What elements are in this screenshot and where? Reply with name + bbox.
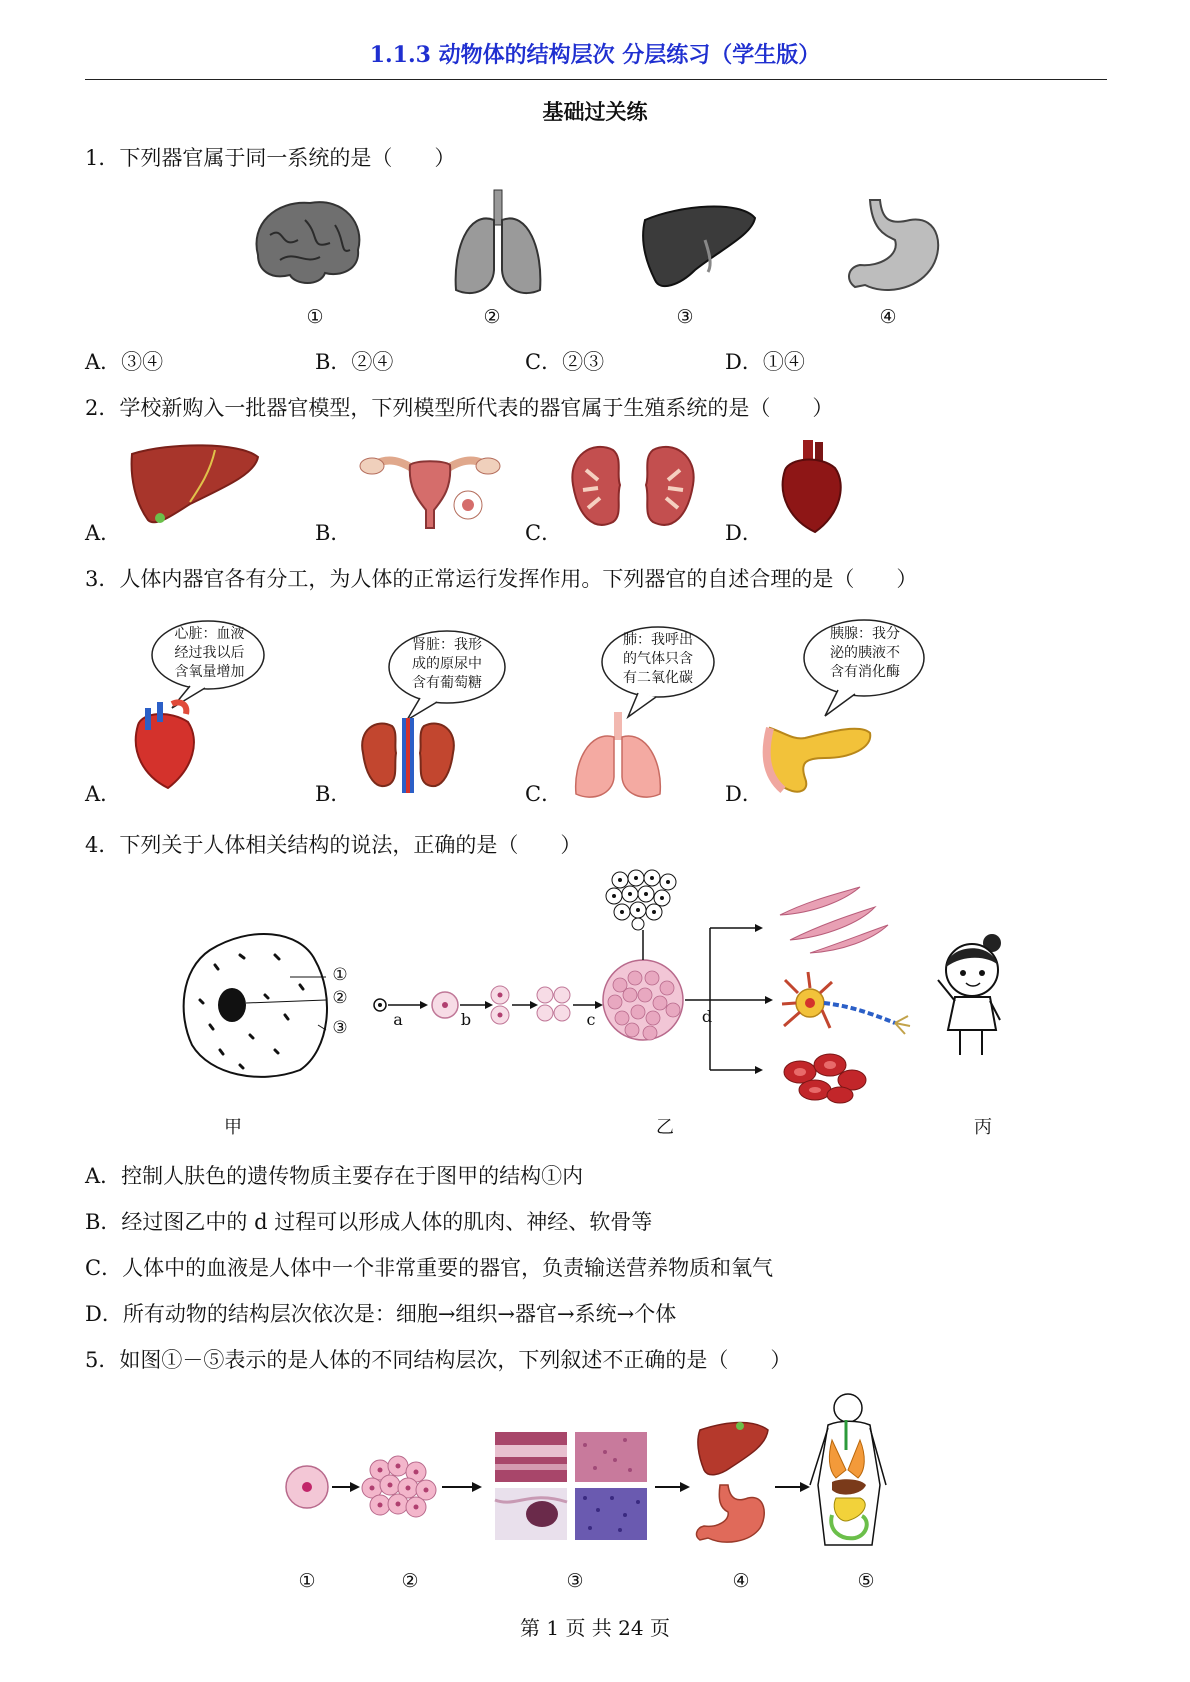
q1-caption-3: ③ — [676, 306, 694, 328]
question-1-stem: 1．下列器官属于同一系统的是（ ） — [85, 146, 456, 170]
q3-kidneys-image — [358, 718, 458, 793]
q3-bubble-c: 肺：我呼出 的气体只含 有二氧化碳 — [623, 632, 693, 686]
q3-bubble-b: 肾脏：我形 成的原尿中 含有葡萄糖 — [412, 637, 482, 691]
q1-liver-image — [640, 200, 760, 295]
q1-brain-image — [250, 195, 365, 290]
q4-blood-cells-image — [780, 1050, 870, 1105]
section-heading: 基础过关练 — [542, 99, 648, 124]
q3-option-c[interactable]: C． — [525, 782, 563, 806]
question-3-stem: 3．人体内器官各有分工，为人体的正常运行发挥作用。下列器官的自述合理的是（ ） — [85, 567, 918, 591]
q2-kidneys-image — [568, 440, 698, 535]
q5-caption-2: ② — [401, 1570, 419, 1592]
q5-caption-5: ⑤ — [857, 1570, 875, 1592]
q4-process-b: b — [460, 1010, 472, 1029]
q2-option-b[interactable]: B． — [315, 521, 352, 545]
q5-structure-levels-diagram — [280, 1390, 920, 1560]
q4-caption-yi: 乙 — [656, 1117, 674, 1138]
q1-option-c[interactable]: C．②③ — [525, 350, 605, 374]
q4-caption-bing: 丙 — [974, 1117, 992, 1138]
q1-lungs-image — [448, 190, 548, 300]
q2-option-d[interactable]: D． — [725, 521, 763, 545]
q2-option-c[interactable]: C． — [525, 521, 563, 545]
document-title: 1.1.3 动物体的结构层次 分层练习（学生版） — [369, 42, 821, 68]
header-rule — [85, 79, 1107, 80]
q5-caption-1: ① — [298, 1570, 316, 1592]
q3-pancreas-image — [765, 718, 875, 798]
q3-lungs-image — [568, 712, 668, 802]
q4-label-1: ① — [332, 965, 348, 985]
q4-process-c: c — [586, 1010, 596, 1029]
q4-cell-development-diagram — [370, 870, 780, 1085]
q4-animal-cell-diagram — [180, 925, 340, 1080]
q3-option-d[interactable]: D． — [725, 782, 763, 806]
q3-heart-image — [130, 700, 205, 790]
q1-option-b[interactable]: B．②④ — [315, 350, 394, 374]
q3-bubble-d: 胰腺：我分 泌的胰液不 含有消化酶 — [830, 626, 900, 680]
q4-caption-jia: 甲 — [224, 1117, 242, 1138]
q3-option-a[interactable]: A． — [85, 782, 122, 806]
question-5-stem: 5．如图①－⑤表示的是人体的不同结构层次，下列叙述不正确的是（ ） — [85, 1348, 792, 1372]
q4-option-c[interactable]: C．人体中的血液是人体中一个非常重要的器官，负责输送营养物质和氧气 — [85, 1256, 774, 1280]
q4-child-image — [930, 935, 1015, 1060]
q4-process-a: a — [393, 1010, 403, 1029]
q1-option-a[interactable]: A．③④ — [85, 350, 164, 374]
q1-option-d[interactable]: D．①④ — [725, 350, 805, 374]
q4-process-d: d — [701, 1007, 713, 1026]
q4-label-2: ② — [332, 988, 348, 1008]
q4-option-d[interactable]: D．所有动物的结构层次依次是：细胞→组织→器官→系统→个体 — [85, 1302, 677, 1326]
q4-option-a[interactable]: A．控制人肤色的遗传物质主要存在于图甲的结构①内 — [85, 1164, 584, 1188]
q2-liver-image — [130, 442, 260, 532]
q3-option-b[interactable]: B． — [315, 782, 352, 806]
q2-option-a[interactable]: A． — [85, 521, 122, 545]
q4-muscle-tissue-image — [780, 885, 890, 955]
q4-label-3: ③ — [332, 1018, 348, 1038]
q5-caption-4: ④ — [732, 1570, 750, 1592]
q1-caption-4: ④ — [879, 306, 897, 328]
q4-option-b[interactable]: B．经过图乙中的 d 过程可以形成人体的肌肉、神经、软骨等 — [85, 1210, 653, 1234]
q5-caption-3: ③ — [566, 1570, 584, 1592]
question-4-stem: 4．下列关于人体相关结构的说法，正确的是（ ） — [85, 833, 582, 857]
q1-caption-1: ① — [306, 306, 324, 328]
q1-stomach-image — [840, 195, 945, 300]
q4-nerve-tissue-image — [780, 968, 920, 1038]
q1-caption-2: ② — [483, 306, 501, 328]
q2-heart-image — [775, 440, 850, 535]
q3-bubble-a: 心脏：血液 经过我以后 含氧量增加 — [174, 626, 245, 680]
question-2-stem: 2．学校新购入一批器官模型，下列模型所代表的器官属于生殖系统的是（ ） — [85, 396, 834, 420]
page-number: 第 1 页 共 24 页 — [520, 1616, 670, 1640]
q2-uterus-image — [360, 440, 500, 535]
